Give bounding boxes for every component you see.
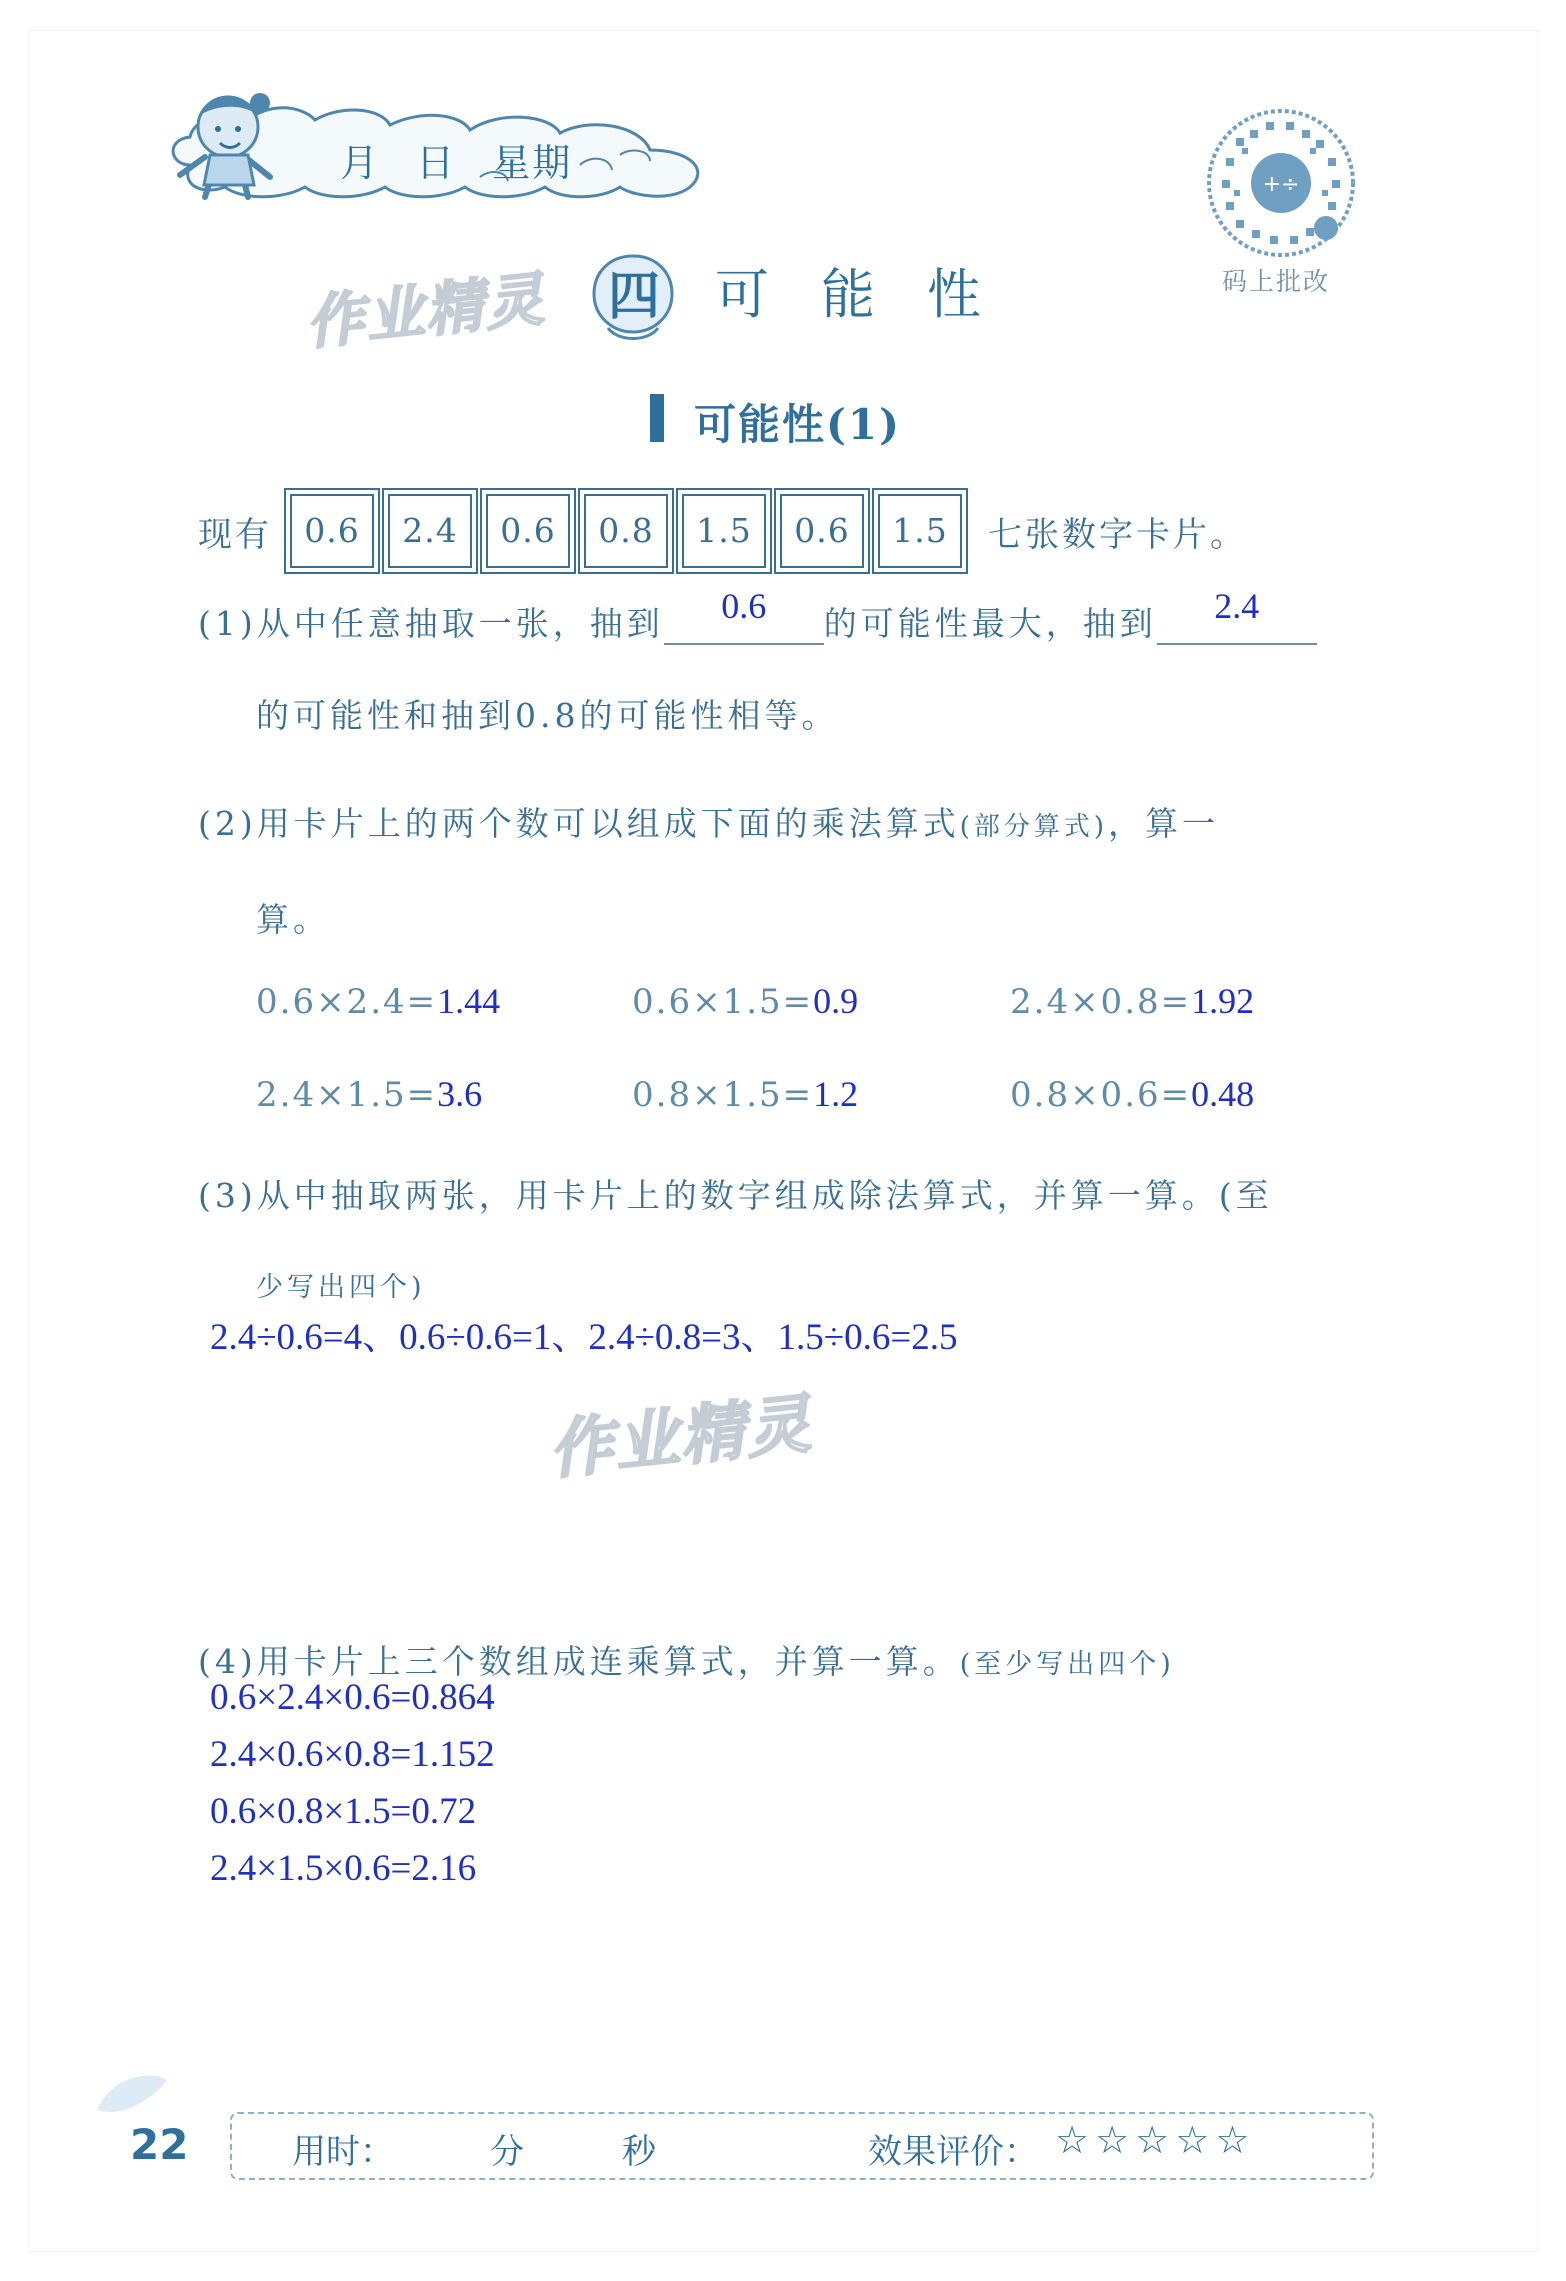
svg-text:+÷: +÷ [1262,172,1300,197]
weekday-label: 星期 [492,141,573,185]
question-3-line-1: (3)从中抽取两张，用卡片上的数字组成除法算式，并算一算。(至 [198,1176,1273,1215]
expr-text: 0.6×1.5= [632,982,814,1022]
q2-text: (2)用卡片上的两个数可以组成下面的乘法算式 [198,804,960,843]
q4-text: (4)用卡片上三个数组成连乘算式，并算一算。 [198,1642,960,1681]
star-icon[interactable]: ☆ [1135,2118,1170,2162]
page-number: 22 [130,2120,189,2169]
q4-note: (至少写出四个) [959,1649,1175,1680]
q4-answer: 0.6×0.8×1.5=0.72 [210,1791,477,1832]
seconds-label: 秒 [622,2132,656,2172]
question-2-line-2: 算。 [256,900,330,939]
q1-text-1: (1)从中任意抽取一张，抽到 [198,604,664,643]
day-label: 日 [416,141,457,185]
q1-text-2: 的可能性最大，抽到 [823,604,1157,643]
expr-answer: 1.44 [437,981,501,1021]
expression [632,1073,858,1115]
expr-answer: 0.48 [1191,1074,1255,1114]
expression [256,980,500,1022]
section-bar [650,394,664,442]
q1-blank-1 [664,586,824,645]
q4-answer: 0.6×2.4×0.6=0.864 [210,1677,495,1718]
q2-note: (部分算式) [959,812,1109,842]
date-header [340,132,572,187]
number-card: 1.5 [878,494,962,568]
number-card: 0.6 [780,494,864,568]
rating-label: 效果评价： [868,2132,1038,2172]
chapter-title: 可能性 [715,263,1033,326]
expr-text: 2.4×1.5= [256,1075,438,1115]
star-icon[interactable]: ☆ [1215,2118,1250,2162]
expr-answer: 0.9 [813,981,859,1021]
intro-line [198,494,1247,568]
star-icon[interactable]: ☆ [1055,2118,1090,2162]
minutes-label: 分 [490,2132,524,2172]
star-icon[interactable]: ☆ [1095,2118,1130,2162]
q1-blank-2 [1157,586,1317,645]
expr-text: 0.8×1.5= [632,1075,814,1115]
intro-suffix: 七张数字卡片。 [988,514,1247,555]
question-1-line-1 [198,586,1317,645]
rating-stars [1055,2118,1255,2162]
page-frame [28,30,1538,2252]
q4-answer: 2.4×1.5×0.6=2.16 [210,1848,477,1889]
number-card: 2.4 [388,494,472,568]
number-card: 0.6 [486,494,570,568]
question-1-line-2: 的可能性和抽到0.8的可能性相等。 [256,696,839,735]
star-icon[interactable]: ☆ [1175,2118,1210,2162]
expr-answer: 1.2 [813,1074,859,1114]
q3-answer: 2.4÷0.6=4、0.6÷0.6=1、2.4÷0.8=3、1.5÷0.6=2.5 [210,1317,958,1358]
qr-code-icon [1206,108,1356,258]
number-card: 0.6 [290,494,374,568]
expr-text: 0.8×0.6= [1010,1075,1192,1115]
section-title: 可能性(1) [694,400,901,449]
q4-answer: 2.4×0.6×0.8=1.152 [210,1734,495,1775]
question-3-line-2: 少写出四个) [256,1272,426,1303]
expr-answer: 3.6 [437,1074,483,1114]
watermark: 作业精灵 [302,264,549,358]
number-card: 1.5 [682,494,766,568]
q1-answer-1: 0.6 [721,586,767,626]
q2-text-end: ，算一 [1108,804,1220,843]
number-card: 0.8 [584,494,668,568]
intro-prefix: 现有 [198,514,272,555]
expr-text: 0.6×2.4= [256,982,438,1022]
time-label: 用时： [292,2132,394,2172]
question-2-line-1 [198,798,1219,845]
month-label: 月 [340,141,381,185]
expr-text: 2.4×0.8= [1010,982,1192,1022]
expression [1010,980,1254,1022]
watermark: 作业精灵 [545,1387,816,1489]
expression [632,980,858,1022]
qr-caption: 码上批改 [1222,267,1331,296]
q1-answer-2: 2.4 [1214,586,1260,626]
chapter-number: 四 [607,267,660,327]
expression [1010,1073,1254,1115]
child-illustration [150,85,280,205]
expr-answer: 1.92 [1191,981,1255,1021]
leaf-icon [92,2070,172,2120]
expression [256,1073,482,1115]
